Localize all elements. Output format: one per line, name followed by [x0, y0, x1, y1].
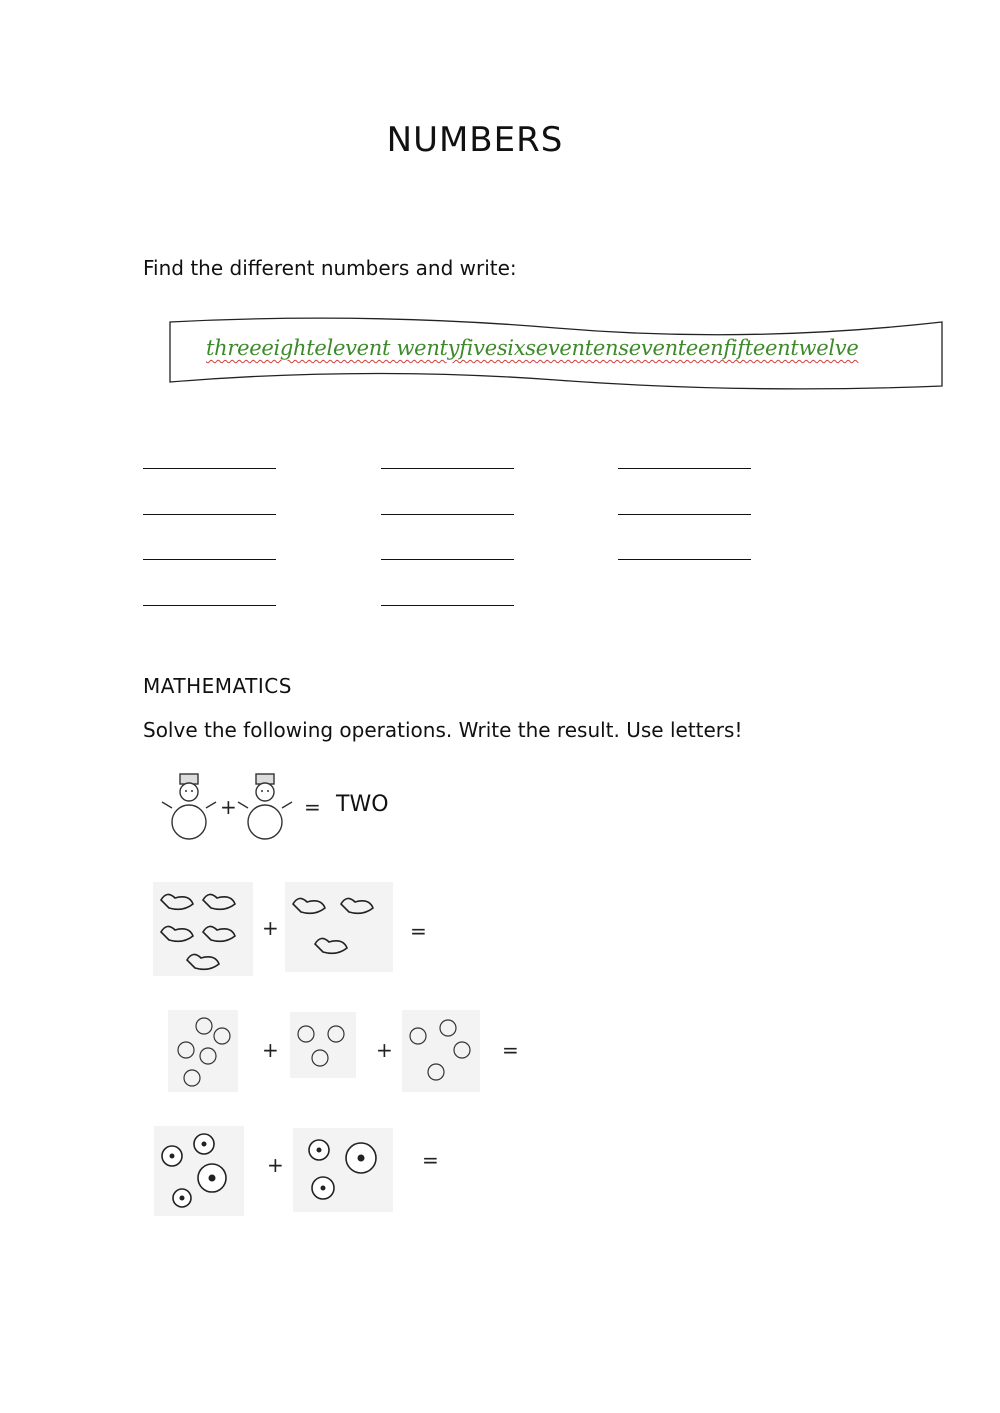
ducks-group-a — [153, 882, 253, 976]
plus-sign: + — [262, 1038, 279, 1062]
math-instruction: Solve the following operations. Write the result. Use letters! — [143, 718, 743, 742]
snowman-picture — [160, 772, 220, 844]
plus-sign: + — [376, 1038, 393, 1062]
answer-blank[interactable] — [381, 514, 514, 515]
plus-sign: + — [267, 1153, 284, 1177]
apples-group-a — [168, 1010, 238, 1092]
answer-blank[interactable] — [143, 605, 276, 606]
plus-sign: + — [220, 795, 237, 819]
mathematics-heading: MATHEMATICS — [143, 674, 292, 698]
answer-blank[interactable] — [618, 468, 751, 469]
equals-sign: = — [304, 795, 321, 819]
letter-string-text: threeeightelevent wentyfivesixseventenseventeenfifteentwelve — [206, 336, 859, 360]
answer-blank[interactable] — [143, 468, 276, 469]
equals-sign: = — [410, 919, 427, 943]
answer-blank[interactable] — [618, 514, 751, 515]
letter-string — [206, 336, 858, 360]
equals-sign: = — [422, 1148, 439, 1172]
answer-blank[interactable] — [381, 605, 514, 606]
answer-blank[interactable] — [381, 559, 514, 560]
result-answer[interactable]: TWO — [336, 792, 389, 817]
ducks-group-b — [285, 882, 393, 972]
answer-blank[interactable] — [143, 559, 276, 560]
flowers-group-a — [154, 1126, 244, 1216]
apples-group-b — [290, 1012, 356, 1078]
answer-blank[interactable] — [143, 514, 276, 515]
flowers-group-b — [293, 1128, 393, 1212]
snowman-picture — [236, 772, 296, 844]
plus-sign: + — [262, 916, 279, 940]
find-numbers-instruction: Find the different numbers and write: — [143, 256, 517, 280]
apples-group-c — [402, 1010, 480, 1092]
answer-blank[interactable] — [381, 468, 514, 469]
equals-sign: = — [502, 1038, 519, 1062]
answer-blank[interactable] — [618, 559, 751, 560]
page-title: NUMBERS — [386, 120, 564, 160]
